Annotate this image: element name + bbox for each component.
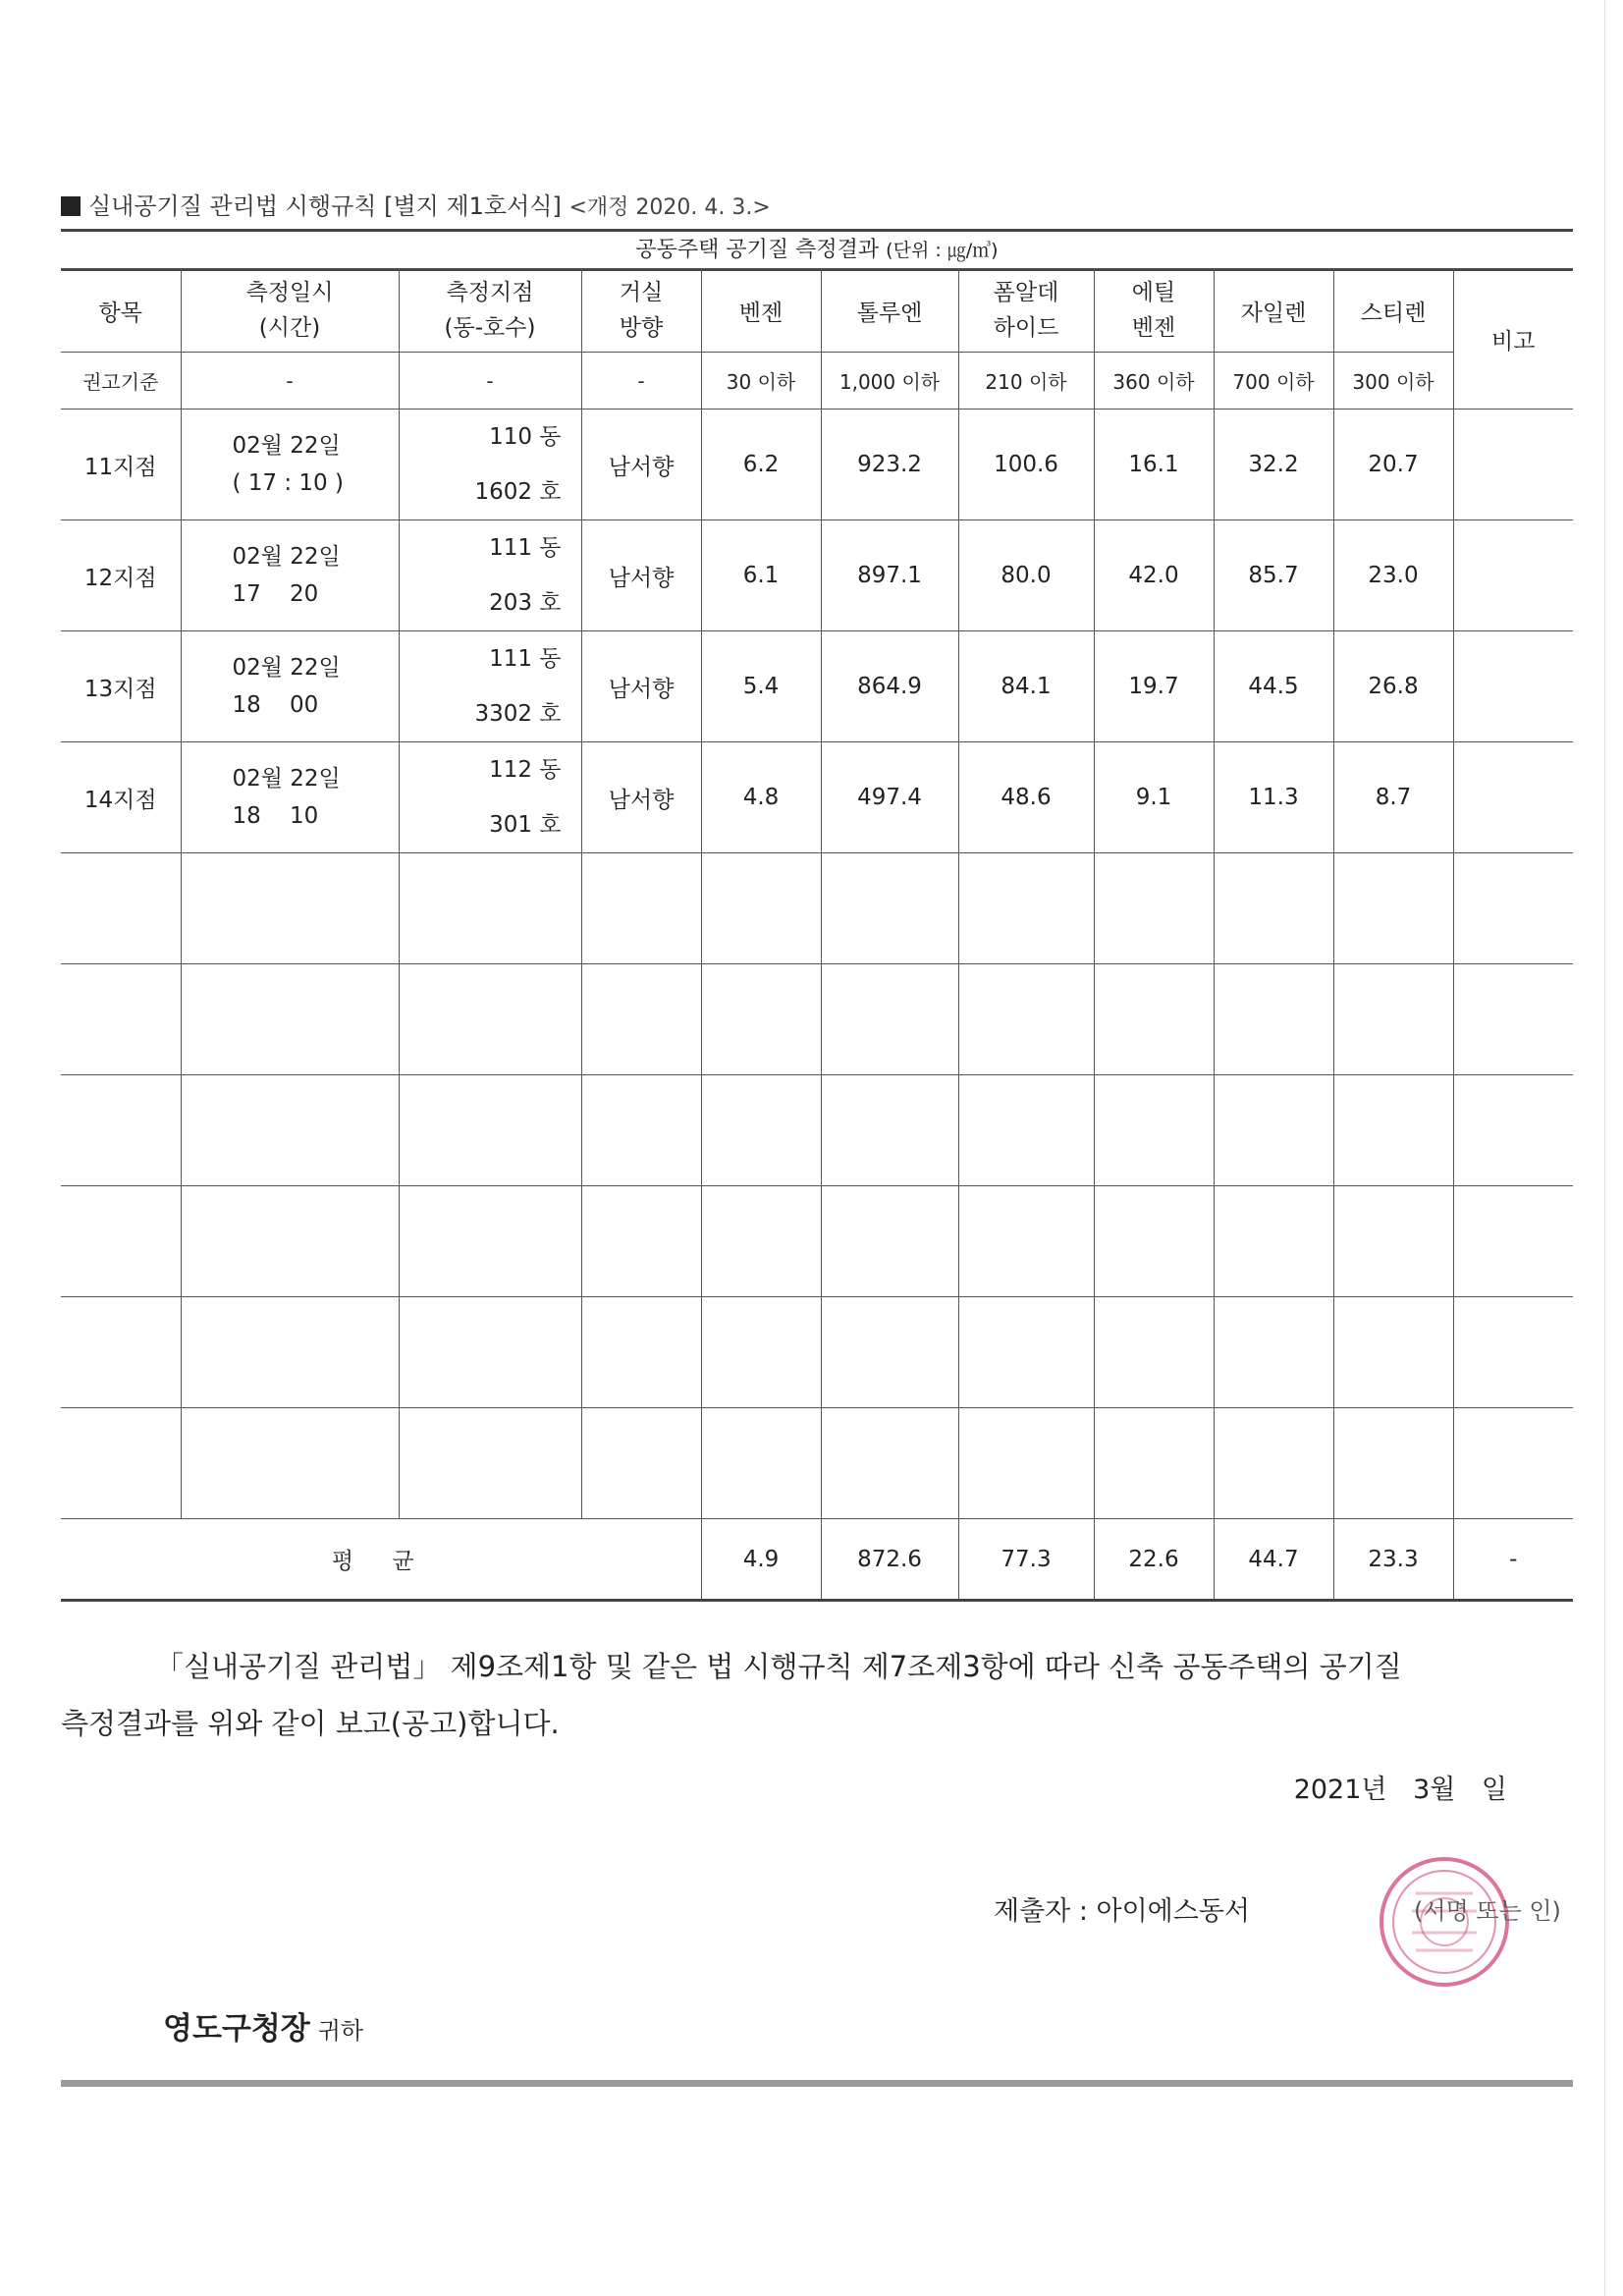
standard-xylene: 700 이하 [1214,353,1333,410]
empty-cell [581,964,701,1075]
row-building: 111 동 [489,535,562,561]
empty-cell [701,1186,821,1297]
header-remarks: 비고 [1453,269,1573,410]
report-date: 2021년 3월 일 [1293,1775,1507,1805]
empty-cell [1214,1186,1333,1297]
row-point: 14지점 [61,742,181,853]
row-toluene: 897.1 [821,520,958,631]
empty-cell [1094,1408,1214,1519]
recipient [163,2003,363,2048]
row-benzene: 4.8 [701,742,821,853]
empty-cell [701,1075,821,1186]
empty-cell [399,1408,581,1519]
table-row [61,742,1573,853]
empty-cell [821,1186,958,1297]
row-xylene: 44.5 [1214,631,1333,742]
header-datetime-l1: 측정일시 [245,280,334,305]
empty-cell [581,1075,701,1186]
empty-cell [399,1075,581,1186]
measurement-table [61,268,1573,1602]
empty-cell [181,1297,399,1408]
header-location-l2: (동-호수) [444,315,536,341]
header-formaldehyde [958,269,1094,353]
empty-cell [1333,1297,1453,1408]
empty-cell [181,1408,399,1519]
empty-cell [701,964,821,1075]
empty-cell [399,964,581,1075]
row-unit: 1602 호 [474,479,562,505]
header-direction-l2: 방향 [619,315,664,341]
header-ethylbenzene-l1: 에틸 [1131,280,1176,305]
table-row [61,410,1573,520]
empty-cell [958,1075,1094,1186]
empty-cell [1453,1297,1573,1408]
row-ethylbenzene: 19.7 [1094,631,1214,742]
header-item: 항목 [61,269,181,353]
row-datetime [181,410,399,520]
signature-note: (서명 또는 인) [1414,1897,1561,1925]
empty-cell [181,853,399,964]
empty-cell [1094,1186,1214,1297]
row-building: 110 동 [489,424,562,450]
header-toluene: 톨루엔 [821,269,958,353]
page-edge [1604,0,1605,2296]
header-datetime-l2: (시간) [258,315,321,341]
row-time: 18 10 [232,803,319,829]
row-xylene: 85.7 [1214,520,1333,631]
row-styrene: 20.7 [1333,410,1453,520]
row-remarks [1453,631,1573,742]
empty-cell [1453,1408,1573,1519]
row-time: 18 00 [232,692,319,718]
row-datetime [181,520,399,631]
header-formaldehyde-l2: 하이드 [993,315,1059,341]
average-benzene: 4.9 [701,1519,821,1601]
table-row [61,631,1573,742]
empty-cell [1333,964,1453,1075]
average-row [61,1519,1573,1601]
form-revision: <개정 2020. 4. 3.> [568,195,771,220]
empty-row [61,1297,1573,1408]
empty-cell [61,1186,181,1297]
row-location [399,742,581,853]
empty-cell [701,1297,821,1408]
row-point: 11지점 [61,410,181,520]
standard-direction: - [581,353,701,410]
empty-cell [399,853,581,964]
form-title-text: 실내공기질 관리법 시행규칙 [별지 제1호서식] [88,192,562,220]
header-location-l1: 측정지점 [446,280,534,305]
empty-cell [1333,1186,1453,1297]
empty-cell [581,853,701,964]
empty-cell [821,964,958,1075]
empty-cell [581,1186,701,1297]
row-ethylbenzene: 42.0 [1094,520,1214,631]
row-direction: 남서향 [581,520,701,631]
empty-cell [581,1408,701,1519]
row-ethylbenzene: 16.1 [1094,410,1214,520]
empty-cell [1094,964,1214,1075]
average-toluene: 872.6 [821,1519,958,1601]
row-building: 111 동 [489,646,562,672]
statement [61,1638,1534,1752]
empty-cell [701,1408,821,1519]
empty-cell [1333,853,1453,964]
empty-cell [581,1297,701,1408]
average-label: 평 균 [61,1519,701,1601]
empty-cell [821,853,958,964]
empty-cell [1333,1075,1453,1186]
average-ethylbenzene: 22.6 [1094,1519,1214,1601]
empty-cell [61,853,181,964]
row-location [399,410,581,520]
standard-formaldehyde: 210 이하 [958,353,1094,410]
row-toluene: 864.9 [821,631,958,742]
empty-cell [1453,1075,1573,1186]
submitter: 제출자 : 아이에스동서 [994,1896,1250,1927]
table-caption [61,229,1573,271]
statement-line-2: 측정결과를 위와 같이 보고(공고)합니다. [61,1707,560,1740]
row-datetime [181,742,399,853]
statement-line-1: 「실내공기질 관리법」 제9조제1항 및 같은 법 시행규칙 제7조제3항에 따라 신축 공동주택의 공기질 [155,1650,1402,1683]
header-row [61,269,1573,353]
empty-cell [61,1408,181,1519]
row-datetime [181,631,399,742]
table-unit: (단위 : ㎍/㎥) [886,240,999,261]
empty-cell [61,1075,181,1186]
empty-cell [821,1297,958,1408]
empty-cell [1094,853,1214,964]
row-xylene: 11.3 [1214,742,1333,853]
header-direction-l1: 거실 [619,280,664,305]
row-toluene: 497.4 [821,742,958,853]
row-formaldehyde: 84.1 [958,631,1094,742]
empty-cell [1094,1075,1214,1186]
row-date: 02월 22일 [232,544,341,570]
standard-benzene: 30 이하 [701,353,821,410]
empty-cell [701,853,821,964]
empty-cell [1453,964,1573,1075]
empty-cell [958,1186,1094,1297]
row-direction: 남서향 [581,631,701,742]
row-unit: 3302 호 [474,701,562,727]
empty-cell [821,1075,958,1186]
empty-cell [61,964,181,1075]
bottom-rule [61,2080,1573,2087]
header-ethylbenzene [1094,269,1214,353]
empty-cell [1214,1297,1333,1408]
row-date: 02월 22일 [232,433,341,459]
empty-cell [958,1408,1094,1519]
empty-row [61,964,1573,1075]
header-datetime [181,269,399,353]
standard-label: 권고기준 [61,353,181,410]
row-xylene: 32.2 [1214,410,1333,520]
average-styrene: 23.3 [1333,1519,1453,1601]
average-formaldehyde: 77.3 [958,1519,1094,1601]
square-bullet-icon [61,196,81,216]
empty-row [61,1075,1573,1186]
empty-cell [1453,853,1573,964]
row-unit: 203 호 [489,590,562,616]
row-point: 13지점 [61,631,181,742]
row-location [399,631,581,742]
empty-cell [181,964,399,1075]
table-row [61,520,1573,631]
empty-cell [399,1186,581,1297]
average-xylene: 44.7 [1214,1519,1333,1601]
row-time: ( 17 : 10 ) [232,470,344,496]
empty-cell [821,1408,958,1519]
row-unit: 301 호 [489,812,562,838]
row-location [399,520,581,631]
empty-cell [399,1297,581,1408]
empty-cell [958,1297,1094,1408]
header-benzene: 벤젠 [701,269,821,353]
row-point: 12지점 [61,520,181,631]
empty-cell [1214,964,1333,1075]
row-date: 02월 22일 [232,655,341,681]
empty-cell [1333,1408,1453,1519]
empty-cell [1453,1186,1573,1297]
row-time: 17 20 [232,581,319,607]
row-formaldehyde: 48.6 [958,742,1094,853]
form-title [61,187,771,221]
table-caption-text: 공동주택 공기질 측정결과 [635,238,880,262]
standard-location: - [399,353,581,410]
empty-cell [1214,1075,1333,1186]
standard-toluene: 1,000 이하 [821,353,958,410]
row-formaldehyde: 80.0 [958,520,1094,631]
row-ethylbenzene: 9.1 [1094,742,1214,853]
empty-cell [181,1186,399,1297]
recipient-suffix: 귀하 [317,2017,364,2045]
row-benzene: 6.1 [701,520,821,631]
row-remarks [1453,520,1573,631]
empty-cell [1214,853,1333,964]
row-benzene: 5.4 [701,631,821,742]
row-benzene: 6.2 [701,410,821,520]
row-building: 112 동 [489,757,562,783]
empty-cell [61,1297,181,1408]
header-styrene: 스티렌 [1333,269,1453,353]
row-styrene: 26.8 [1333,631,1453,742]
empty-cell [1094,1297,1214,1408]
empty-cell [958,964,1094,1075]
row-direction: 남서향 [581,410,701,520]
standard-styrene: 300 이하 [1333,353,1453,410]
row-remarks [1453,742,1573,853]
header-direction [581,269,701,353]
row-direction: 남서향 [581,742,701,853]
standard-datetime: - [181,353,399,410]
row-remarks [1453,410,1573,520]
header-ethylbenzene-l2: 벤젠 [1131,315,1176,341]
standard-row [61,353,1573,410]
row-formaldehyde: 100.6 [958,410,1094,520]
empty-row [61,1408,1573,1519]
average-remarks: - [1453,1519,1573,1601]
empty-row [61,1186,1573,1297]
empty-cell [181,1075,399,1186]
recipient-name: 영도구청장 [163,2011,310,2047]
header-xylene: 자일렌 [1214,269,1333,353]
row-styrene: 23.0 [1333,520,1453,631]
empty-cell [958,853,1094,964]
row-toluene: 923.2 [821,410,958,520]
row-date: 02월 22일 [232,766,341,792]
header-location [399,269,581,353]
empty-cell [1214,1408,1333,1519]
row-styrene: 8.7 [1333,742,1453,853]
header-formaldehyde-l1: 폼알데 [993,280,1059,305]
standard-ethylbenzene: 360 이하 [1094,353,1214,410]
empty-row [61,853,1573,964]
